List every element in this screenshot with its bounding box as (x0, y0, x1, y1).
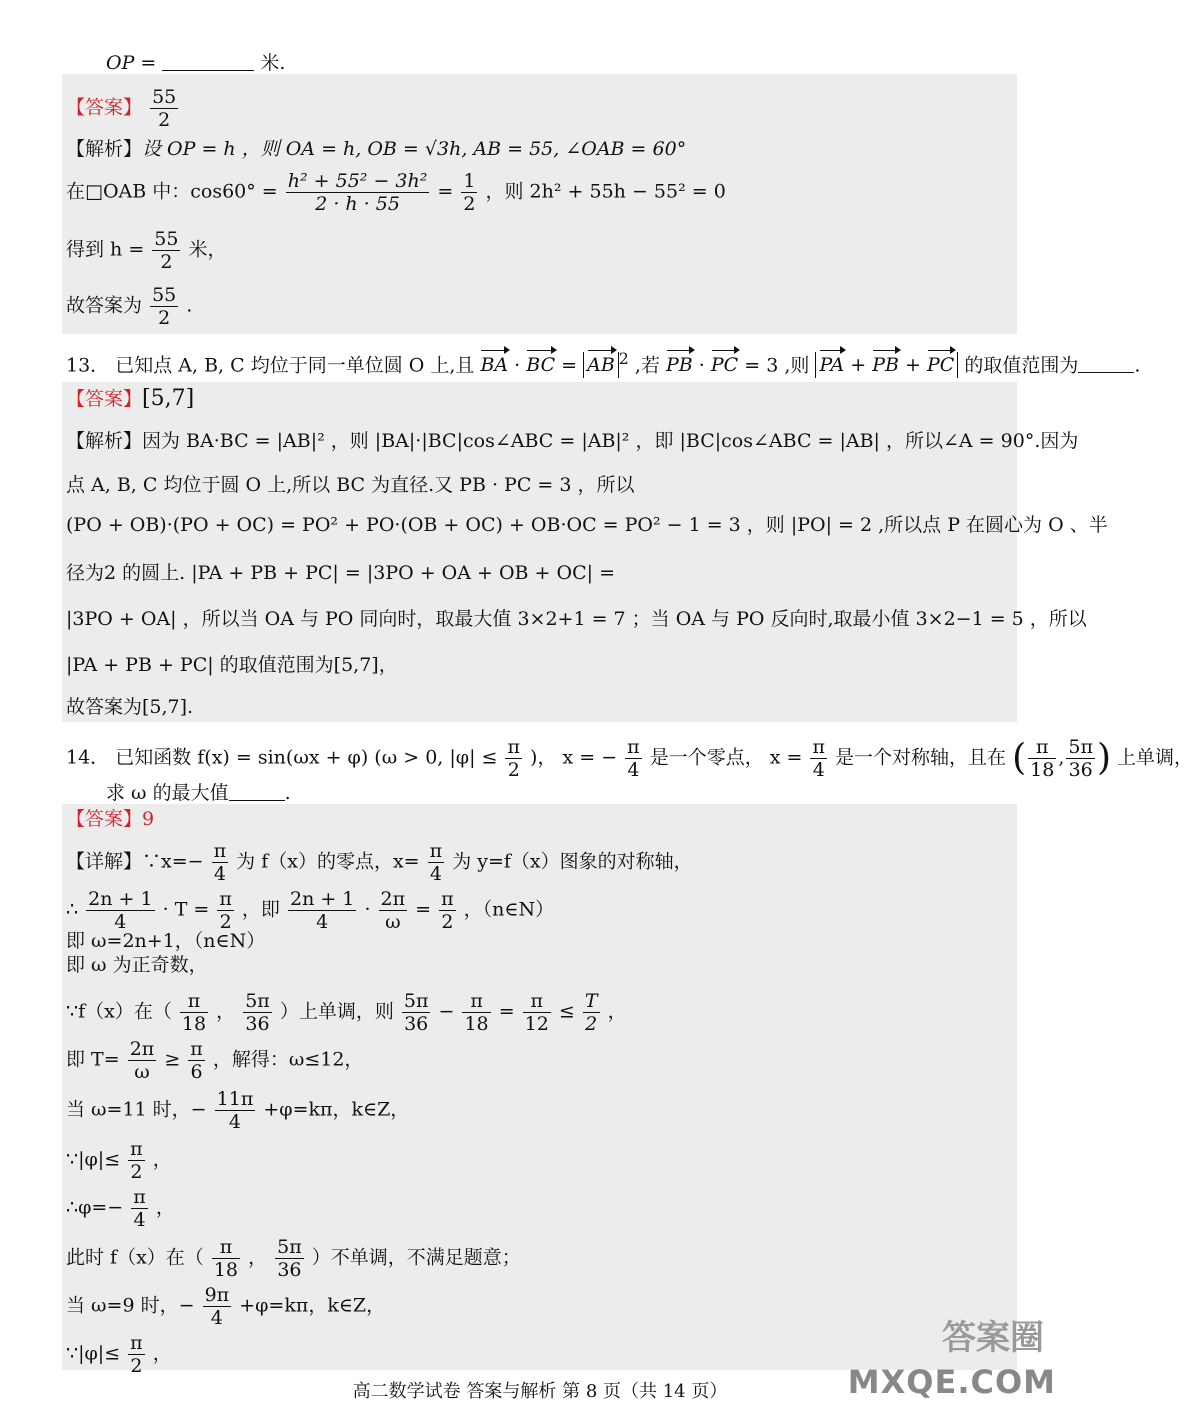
fraction: $\frac{1}{2}$ (463, 170, 476, 215)
fraction: $\frac{\pi}{2}$ (441, 888, 454, 933)
fraction: $\frac{\pi}{4}$ (627, 736, 640, 781)
q14-detail-line5: ∵f（x）在（ $\frac{\pi}{18}$ ， $\frac{5\pi}{36}$ ）上单调，则 $\frac{5\pi}{36}$ − $\frac{\pi}{18}$ = $\frac{\pi}{12}$ ≤ $\frac{T}{2}$ ， (66, 990, 627, 1035)
fraction: $\frac{\pi}{18}$ (464, 990, 489, 1035)
fraction: $\frac{5\pi}{36}$ (403, 990, 429, 1035)
fraction: $\frac{5\pi}{36}$ (245, 990, 270, 1035)
fraction: $\frac{\pi}{2}$ (130, 1332, 143, 1377)
q14-detail-line4: 即 ω 为正奇数， (66, 954, 208, 976)
fraction: $\frac{\pi}{6}$ (190, 1038, 203, 1083)
q14-detail-line8: ∵|φ|≤ $\frac{\pi}{2}$ ， (66, 1138, 172, 1183)
q14-detail-line7: 当 ω=11 时，− $\frac{11\pi}{4}$ +φ=kπ，k∈Z， (66, 1088, 410, 1133)
q14-detail-line2: ∴ $\frac{2n + 1}{4}$ · T = $\frac{\pi}{2}$ ，即 $\frac{2n + 1}{4}$ · $\frac{2\pi}{\omega}$ = $\frac{\pi}{2}$ ，（n∈N） (66, 888, 555, 933)
q14-detail-line11: 当 ω=9 时，− $\frac{9\pi}{4}$ +φ=kπ，k∈Z， (66, 1284, 386, 1329)
q13-analysis-line2: 点 A, B, C 均位于圆 O 上,所以 BC 为直径.又 PB · PC = 3 ，所以 (66, 474, 635, 496)
fraction: $\frac{55}{2}$ (154, 228, 179, 273)
q14-detail-line12: ∵|φ|≤ $\frac{\pi}{2}$ ， (66, 1332, 172, 1377)
q14-question-line1: 14． 已知函数 f(x) = sin(ωx + φ) (ω > 0, |φ| ≤ $\frac{\pi}{2}$ )， x = − $\frac{\pi}{4}$ 是一个零点， x = $\frac{\pi}{4}$ 是一个对称轴，且在 ( $\frac{\pi}{18}$ , $\frac{5\pi}{36}$ ) 上单调， (66, 736, 1193, 781)
q13-analysis-line3: (PO + OB)·(PO + OC) = PO² + PO·(OB + OC) + OB·OC = PO² − 1 = 3 ，则 |PO| = 2 ,所以点 P 在圆心为 O 、半 (66, 514, 1108, 536)
q12-analysis-line1: 【解析】设 OP = h ，则 OA = h, OB = √3h, AB = 55, ∠OAB = 60° (66, 138, 687, 160)
fraction: $\frac{T}{2}$ (584, 990, 598, 1035)
answer-blank (162, 54, 254, 71)
fraction: $\frac{5\pi}{36}$ (1068, 736, 1093, 781)
q14-detail-line1: 【详解】∵x=− $\frac{\pi}{4}$ 为 f（x）的零点，x= $\frac{\pi}{4}$ 为 y=f（x）图象的对称轴， (66, 840, 693, 885)
fraction: $\frac{\pi}{2}$ (130, 1138, 143, 1183)
q13-analysis-line4: 径为2 的圆上. |PA + PB + PC| = |3PO + OA + OB + OC| = (66, 562, 615, 584)
fraction: $\frac{55}{2}$ (152, 86, 177, 131)
q13-answer: 【答案】[5,7] (66, 386, 195, 411)
watermark-logo: 答案圈 (942, 1318, 1044, 1358)
fraction: $\frac{\pi}{4}$ (213, 840, 227, 885)
fraction: $\frac{\pi}{4}$ (812, 736, 825, 781)
q14-question-line2: 求 ω 的最大值 . (106, 782, 291, 804)
q14-detail-line10: 此时 f（x）在（ $\frac{\pi}{18}$ ， $\frac{5\pi}{36}$ ）不单调，不满足题意； (66, 1236, 521, 1281)
q13-analysis-line1: 【解析】因为 BA·BC = |AB|² ，则 |BA|·|BC|cos∠ABC = |AB|² ，即 |BC|cos∠ABC = |AB| ，所以∠A = 90°.因为 (66, 430, 1079, 452)
fraction: $\frac{5\pi}{36}$ (277, 1236, 302, 1281)
fraction: $\frac{\pi}{18}$ (181, 990, 207, 1035)
fraction: $\frac{2\pi}{\omega}$ (380, 888, 406, 933)
q12-analysis-line4: 故答案为 $\frac{55}{2}$ . (66, 284, 193, 329)
fraction: $\frac{11\pi}{4}$ (216, 1088, 254, 1133)
fraction: $\frac{\pi}{2}$ (507, 736, 520, 781)
q14-answer: 【答案】9 (66, 808, 155, 830)
q14-detail-line3: 即 ω=2n+1，（n∈N） (66, 930, 266, 952)
q14-detail-line9: ∴φ=− $\frac{\pi}{4}$ ， (66, 1186, 175, 1231)
fraction: $\frac{2n + 1}{4}$ (289, 888, 355, 933)
q12-analysis-line2: 在□OAB 中：cos60° = $\frac{\text{h² + 55² − 3h²}}{2 \cdot h \cdot 55}$ = $\frac{1}{2}$ ，则 2h² + 55h − 55² = 0 (66, 170, 726, 215)
fraction: $\frac{\pi}{2}$ (219, 888, 232, 933)
answer-blank (229, 784, 285, 801)
fraction: $\frac{9\pi}{4}$ (204, 1284, 230, 1329)
fraction: $\frac{\pi}{4}$ (429, 840, 443, 885)
answer-label: 【答案】 (66, 96, 143, 119)
q13-analysis-line7: 故答案为[5,7]. (66, 696, 194, 718)
fraction: $\frac{\text{h² + 55² − 3h²}}{2 \cdot h \cdot 55}$ (287, 170, 428, 215)
q13-question: 13． 已知点 A, B, C 均位于同一单位圆 O 上,且 BA · BC = AB $^2$ ,若 PB · PC = 3 ,则 PA + PB + PC 的取值范围为 . (66, 349, 1141, 377)
fraction: $\frac{\pi}{4}$ (133, 1186, 146, 1231)
top-line: OP = 米. (106, 52, 286, 74)
fraction: $\frac{\pi}{18}$ (213, 1236, 239, 1281)
watermark-url: MXQE.COM (847, 1363, 1056, 1401)
analysis-label: 【解析】 (66, 138, 143, 160)
fraction: $\frac{2n + 1}{4}$ (88, 888, 153, 933)
q13-analysis-line6: |PA + PB + PC| 的取值范围为[5,7]， (66, 654, 398, 676)
page-footer: 高二数学试卷 答案与解析 第 8 页（共 14 页） (352, 1381, 728, 1402)
fraction: $\frac{55}{2}$ (152, 284, 177, 329)
q12-analysis-line3: 得到 h = $\frac{55}{2}$ 米， (66, 228, 227, 273)
q12-answer (66, 86, 180, 131)
fraction: $\frac{\pi}{12}$ (524, 990, 549, 1035)
fraction: $\frac{2\pi}{\omega}$ (129, 1038, 155, 1083)
q14-detail-line6: 即 T= $\frac{2\pi}{\omega}$ ≥ $\frac{\pi}{6}$ ，解得：ω≤12， (66, 1038, 364, 1083)
q13-analysis-line5: |3PO + OA| ，所以当 OA 与 PO 同向时，取最大值 3×2+1 = 7 ；当 OA 与 PO 反向时,取最小值 3×2−1 = 5 ，所以 (66, 608, 1087, 630)
fraction: $\frac{\pi}{18}$ (1030, 736, 1055, 781)
answer-blank (1078, 356, 1134, 373)
